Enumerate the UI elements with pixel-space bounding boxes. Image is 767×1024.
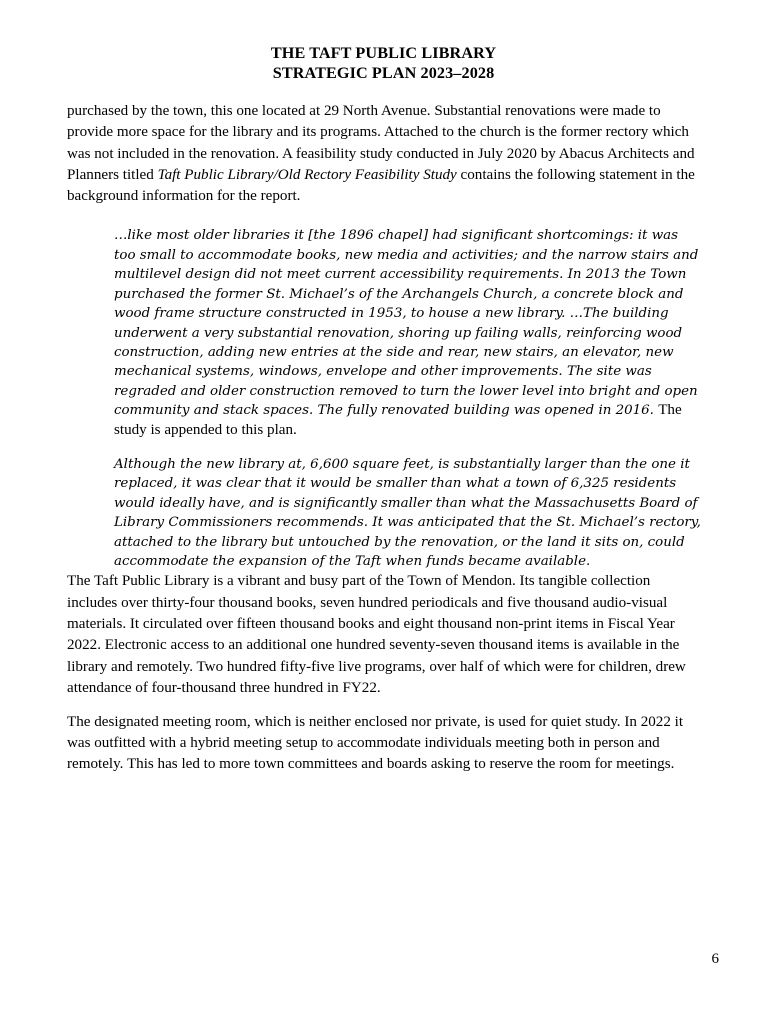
header-title-line-1: THE TAFT PUBLIC LIBRARY	[270, 44, 497, 62]
paragraph-intro	[67, 101, 701, 207]
blockquote-first-roman-note: The study is appended to this plan.	[114, 402, 682, 438]
blockquote-first-italic-text: …like most older libraries it [the 1896 chapel] had significant shortcomings: it was too small to accommodate books, new media and activities; and the narrow stairs and multilevel design did not meet current accessibility requirements. In 2013 the Town purchased the former St. Michael’s of the Archangels Church, a concrete block and wood frame structure constructed in 1953, to house a new library. …The building underwent a very substantial renovation, shoring up failing walls, reinforcing wood construction, adding new entries at the side and rear, new stairs, an elevator, new mechanical systems, windows, envelope and other improvements. The site was regraded and older construction removed to turn the lower level into bright and open community and stack spaces. The fully renovated building was opened in 2016.	[114, 228, 699, 419]
paragraph-intro-text-before-title: purchased by the town, this one located at 29 North Avenue. Substantial renovations were made to provide more space for the library and its programs. Attached to the church is the former rectory which was not included in the renovation. A feasibility study conducted in July 2020 by Abacus Architects and Planners titled	[67, 103, 695, 183]
paragraph-intro-text-after-title: contains the following statement in the background information for the report.	[67, 166, 695, 205]
blockquote-second: Although the new library at, 6,600 square feet, is substantially larger than the one it replaced, it was clear that it would be smaller than what a town of 6,325 residents would ideally have, and is significantly smaller than what the Massachusetts Board of Library Commissioners recommends. It was anticipated that the St. Michael’s rectory, attached to the library but untouched by the renovation, or the land it sits on, could accommodate the expansion of the Taft when funds became available.	[114, 456, 701, 569]
page-number: 6	[711, 951, 719, 967]
feasibility-study-title: Taft Public Library/Old Rectory Feasibility Study	[157, 166, 457, 183]
blockquote-first	[114, 226, 702, 439]
paragraph-collection-stats: The Taft Public Library is a vibrant and busy part of the Town of Mendon. Its tangible collection includes over thirty-four thousand books, seven hundred periodicals and five thousand audio-visual materials. It circulated over fifteen thousand books and eight thousand non-print items in Fiscal Year 2022. Electronic access to an additional one hundred seventy-seven thousand items is available in the library and remotely. Two hundred fifty-five live programs, over half of which were for children, drew attendance of four-thousand three hundred in FY22.	[67, 573, 686, 696]
blockquote-group	[67, 226, 701, 571]
header-title-line-2: STRATEGIC PLAN 2023–2028	[272, 63, 495, 82]
document-header	[0, 44, 767, 83]
paragraph-meeting-room: The designated meeting room, which is neither enclosed nor private, is used for quiet study. In 2022 it was outfitted with a hybrid meeting setup to accommodate individuals meeting both in person and remotely. This has led to more town committees and boards asking to reserve the room for meetings.	[67, 713, 684, 773]
document-body	[67, 101, 701, 776]
